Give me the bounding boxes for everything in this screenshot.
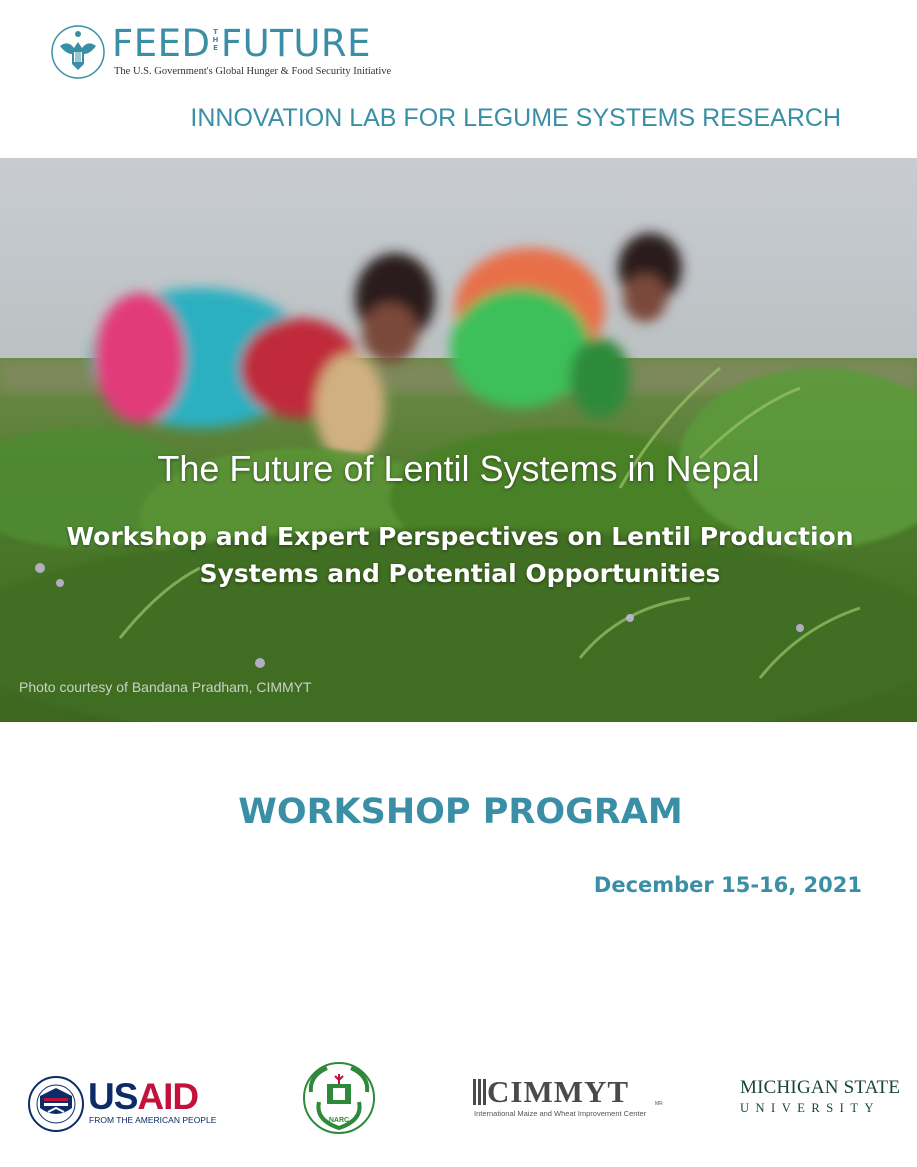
logo-future: FUTURE — [220, 22, 372, 65]
msu-name: MICHIGAN STATE — [740, 1077, 901, 1098]
logo-the — [213, 28, 219, 52]
narc-emblem-icon — [297, 1062, 381, 1138]
program-date: December 15-16, 2021 — [593, 873, 862, 897]
usaid-wordmark — [88, 1078, 198, 1116]
cimmyt-mr: MR — [655, 1101, 663, 1107]
cimmyt-wordmark: CIMMYT — [487, 1074, 630, 1109]
lab-title: INNOVATION LAB FOR LEGUME SYSTEMS RESEARCH — [190, 104, 841, 132]
usaid-aid: AID — [137, 1076, 199, 1117]
usaid-seal-icon — [28, 1076, 84, 1132]
cimmyt-tagline: International Maize and Wheat Improvement Center — [474, 1109, 647, 1118]
logo-the-h: H — [212, 36, 219, 44]
logo-the-t: T — [213, 28, 219, 36]
great-seal-icon — [50, 24, 106, 80]
logo-the-e: E — [213, 44, 219, 52]
narc-label: NARC — [328, 1117, 350, 1124]
feed-the-future-wordmark — [112, 24, 371, 64]
usaid-logo — [28, 1074, 223, 1134]
photo-credit: Photo courtesy of Bandana Pradham, CIMMYT — [19, 679, 312, 695]
usaid-us: US — [88, 1076, 138, 1117]
msu-university: UNIVERSITY — [740, 1101, 880, 1115]
program-title: WORKSHOP PROGRAM — [238, 792, 683, 832]
hero-subtitle: Workshop and Expert Perspectives on Lentil Production Systems and Potential Opportunities — [66, 522, 854, 588]
hero-photo — [0, 158, 917, 722]
usaid-tagline: FROM THE AMERICAN PEOPLE — [89, 1115, 217, 1125]
cimmyt-logo — [471, 1076, 671, 1122]
msu-logo — [740, 1077, 910, 1119]
field-photo-illustration — [0, 158, 917, 722]
logo-feed: FEED — [112, 22, 211, 65]
hero-title: The Future of Lentil Systems in Nepal — [157, 448, 760, 489]
feed-the-future-logo — [50, 22, 395, 82]
logo-tagline: The U.S. Government's Global Hunger & Food Security Initiative — [114, 66, 392, 77]
